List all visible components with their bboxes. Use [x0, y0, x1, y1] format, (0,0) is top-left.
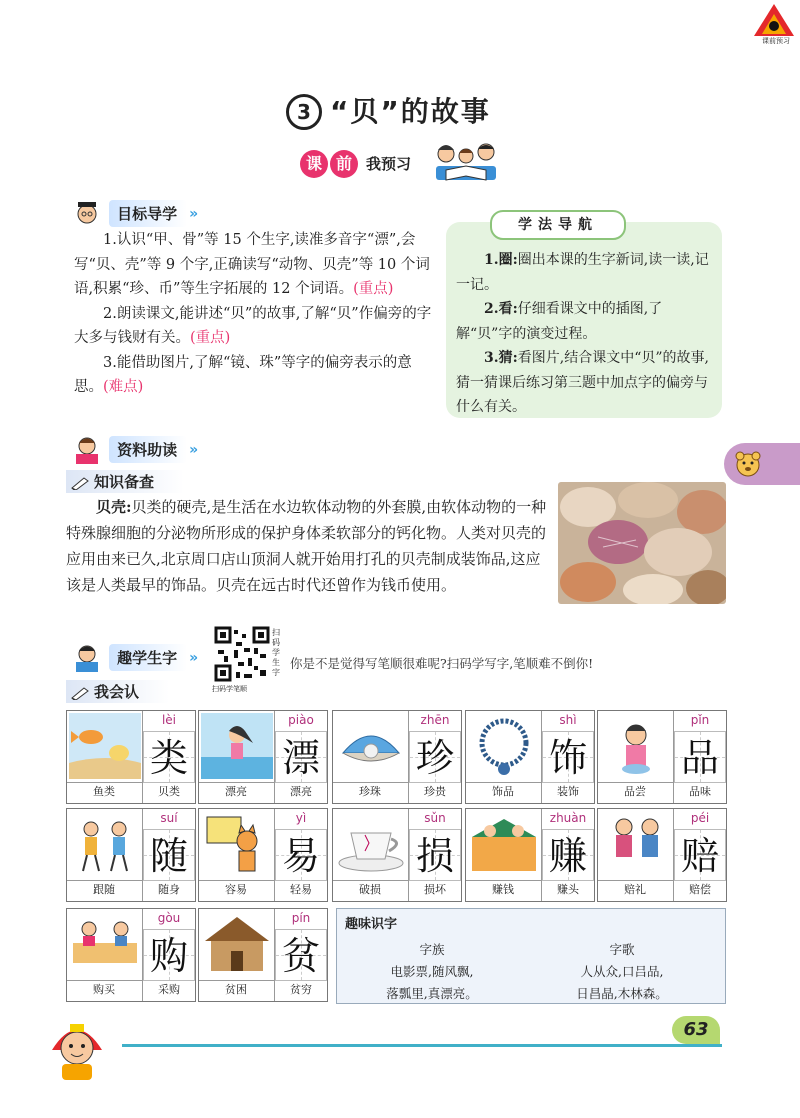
goal-tag: (重点) — [190, 330, 231, 346]
character-card — [198, 908, 328, 1002]
card-illustration — [201, 811, 273, 877]
card-word-2: 装饰 — [557, 785, 579, 798]
goal-item — [74, 351, 434, 400]
character-card — [66, 908, 196, 1002]
card-illustration — [335, 713, 407, 779]
info-term: 贝壳: — [96, 498, 132, 516]
goals-heading-label: 目标导学 — [109, 200, 187, 227]
card-word-2: 品味 — [689, 785, 711, 798]
chevrons-icon: » — [189, 441, 199, 458]
info-paragraph — [66, 494, 552, 598]
card-word-1: 品尝 — [624, 785, 646, 798]
reading-heading — [70, 432, 198, 458]
card-character: 损 — [415, 834, 454, 878]
card-word-1: 购买 — [93, 983, 115, 996]
card-character: 购 — [149, 934, 188, 978]
fun-col-heading: 字歌 — [609, 942, 635, 957]
card-word-2: 随身 — [158, 883, 180, 896]
pencil-icon — [70, 686, 90, 700]
card-illustration — [201, 911, 273, 977]
recognize-subheading — [66, 680, 169, 703]
character-card — [66, 710, 196, 804]
card-pinyin: lèi — [161, 713, 177, 727]
card-character: 品 — [680, 736, 719, 780]
footer-line — [122, 1044, 722, 1047]
fun-col-zige — [557, 939, 687, 1005]
card-word-2: 贝类 — [158, 785, 180, 798]
goal-text: 1.认识“甲、骨”等 15 个生字,读准多音字“漂”,会写“贝、壳”等 9 个字,正确读写“动物、贝壳”等 10 个词语,积累“珍、币”等生字拓展的 12 个词语。 — [74, 232, 430, 297]
card-illustration — [69, 713, 141, 779]
method-item — [456, 248, 716, 297]
card-word-2: 赔偿 — [689, 883, 711, 896]
character-card — [198, 710, 328, 804]
card-character: 饰 — [548, 736, 587, 780]
character-card — [465, 808, 595, 902]
card-character: 贫 — [281, 934, 320, 978]
card-word-1: 贫困 — [225, 983, 247, 996]
method-heading: 学法导航 — [490, 210, 626, 240]
card-character: 类 — [149, 736, 188, 780]
card-word-1: 赔礼 — [624, 883, 646, 896]
fun-learn-heading — [70, 640, 198, 666]
card-word-2: 珍贵 — [424, 785, 446, 798]
card-pinyin: pín — [291, 911, 311, 925]
fun-col-line: 落瓢里,真漂亮。 — [386, 986, 478, 1001]
character-card — [198, 808, 328, 902]
card-character: 赚 — [548, 834, 587, 878]
preview-badge — [300, 150, 411, 178]
card-pinyin: piào — [288, 713, 314, 727]
chevrons-icon: » — [189, 205, 199, 222]
method-item — [456, 297, 716, 346]
logo-text: 课前预习 — [762, 37, 790, 45]
shells-photo — [558, 482, 726, 604]
card-illustration — [468, 811, 540, 877]
card-pinyin: pǐn — [690, 713, 710, 727]
card-pinyin: yì — [295, 811, 307, 825]
fun-col-line: 电影票,随风飘, — [390, 964, 474, 979]
student-writing-icon — [70, 640, 104, 674]
fun-box-title: 趣味识字 — [345, 917, 398, 932]
card-character: 易 — [281, 834, 320, 878]
card-word-1: 漂亮 — [225, 785, 247, 798]
card-illustration — [69, 811, 141, 877]
fun-col-line: 日昌晶,木林森。 — [576, 986, 668, 1001]
goal-tag: (重点) — [353, 281, 394, 297]
preview-char-1: 课 — [300, 150, 328, 178]
recognize-subheading-label: 我会认 — [94, 683, 140, 701]
qr-hint: 你是不是觉得写笔顺很难呢?扫码学写字,笔顺难不倒你! — [290, 656, 594, 671]
character-card — [66, 808, 196, 902]
info-text: 贝类的硬壳,是生活在水边软体动物的外套膜,由软体动物的一种特殊腺细胞的分泌物所形成的保护身体柔软部分的钙化物。人类对贝壳的应用由来已久,北京周口店山顶洞人就开始用打孔的贝壳制成装饰品,这应该是人类最早的饰品。贝壳在远古时代还曾作为钱币使用。 — [66, 498, 547, 594]
qr-caption: 扫码学笔顺 — [212, 685, 247, 693]
card-illustration — [468, 713, 540, 779]
card-word-1: 赚钱 — [492, 883, 514, 896]
card-illustration — [600, 713, 672, 779]
card-pinyin: shì — [559, 713, 577, 727]
card-character: 随 — [149, 834, 188, 878]
card-word-2: 轻易 — [290, 883, 312, 896]
card-word-1: 饰品 — [492, 785, 514, 798]
qr-side-label: 扫码学生字 — [272, 628, 280, 677]
card-pinyin: zhēn — [420, 713, 450, 727]
preview-text: 我预习 — [366, 155, 412, 173]
method-text: 仔细看课文中的插图,了解“贝”字的演变过程。 — [456, 301, 663, 342]
method-key: 3.猜: — [484, 350, 518, 366]
card-illustration — [69, 911, 141, 977]
fun-col-heading: 字族 — [419, 942, 445, 957]
method-item — [456, 346, 716, 420]
card-word-1: 跟随 — [93, 883, 115, 896]
lesson-number: 3 — [286, 94, 322, 130]
goal-text: 2.朗读课文,能讲述“贝”的故事,了解“贝”作偏旁的字大多与钱财有关。 — [74, 305, 432, 346]
character-card — [465, 710, 595, 804]
character-card — [332, 808, 462, 902]
card-pinyin: sǔn — [424, 811, 446, 825]
card-word-2: 贫穷 — [290, 983, 312, 996]
character-card — [597, 808, 727, 902]
card-character: 赔 — [680, 834, 719, 878]
method-text: 圈出本课的生字新词,读一读,记一记。 — [456, 252, 709, 293]
method-list — [456, 248, 716, 420]
goal-item — [74, 302, 434, 351]
card-character: 漂 — [281, 736, 320, 780]
card-pinyin: gòu — [157, 911, 181, 925]
character-card — [332, 710, 462, 804]
bear-face-icon — [734, 450, 762, 478]
goals-heading — [70, 196, 198, 222]
card-illustration — [600, 811, 672, 877]
reading-heading-label: 资料助读 — [109, 436, 187, 463]
card-word-2: 采购 — [158, 983, 180, 996]
goal-text: 3.能借助图片,了解“镜、珠”等字的偏旁表示的意思。 — [74, 354, 412, 395]
card-word-2: 赚头 — [557, 883, 579, 896]
goal-tag: (难点) — [103, 379, 144, 395]
student-reading-icon — [70, 432, 104, 466]
knowledge-subheading — [66, 470, 184, 493]
qr-code[interactable] — [214, 626, 270, 682]
pencil-icon — [70, 476, 90, 490]
goals-list — [74, 228, 434, 400]
method-key: 2.看: — [484, 301, 518, 317]
preview-char-2: 前 — [330, 150, 358, 178]
card-illustration — [335, 811, 407, 877]
method-key: 1.圈: — [484, 252, 518, 268]
card-word-1: 破损 — [359, 883, 381, 896]
character-card — [597, 710, 727, 804]
mascot-illustration — [44, 1010, 110, 1082]
card-word-1: 珍珠 — [359, 785, 381, 798]
family-reading-illustration — [432, 140, 500, 184]
fun-learn-heading-label: 趣学生字 — [109, 644, 187, 671]
card-pinyin: suí — [160, 811, 178, 825]
card-word-1: 鱼类 — [93, 785, 115, 798]
card-pinyin: zhuàn — [549, 811, 587, 825]
fun-recognition-box — [336, 908, 726, 1004]
page-number: 63 — [672, 1016, 720, 1044]
card-word-1: 容易 — [225, 883, 247, 896]
fun-col-line: 人从众,口吕品, — [580, 964, 664, 979]
card-character: 珍 — [415, 736, 454, 780]
card-illustration — [201, 713, 273, 779]
card-pinyin: péi — [690, 811, 710, 825]
goal-item — [74, 228, 434, 302]
card-word-2: 损坏 — [424, 883, 446, 896]
chevrons-icon: » — [189, 649, 199, 666]
fun-col-zizu — [367, 939, 497, 1005]
knowledge-subheading-label: 知识备查 — [94, 473, 155, 491]
student-graduate-icon — [70, 196, 104, 230]
page-title: “贝”的故事 — [330, 95, 491, 128]
card-word-2: 漂亮 — [290, 785, 312, 798]
method-text: 看图片,结合课文中“贝”的故事,猜一猜课后练习第三题中加点字的偏旁与什么有关。 — [456, 350, 710, 415]
